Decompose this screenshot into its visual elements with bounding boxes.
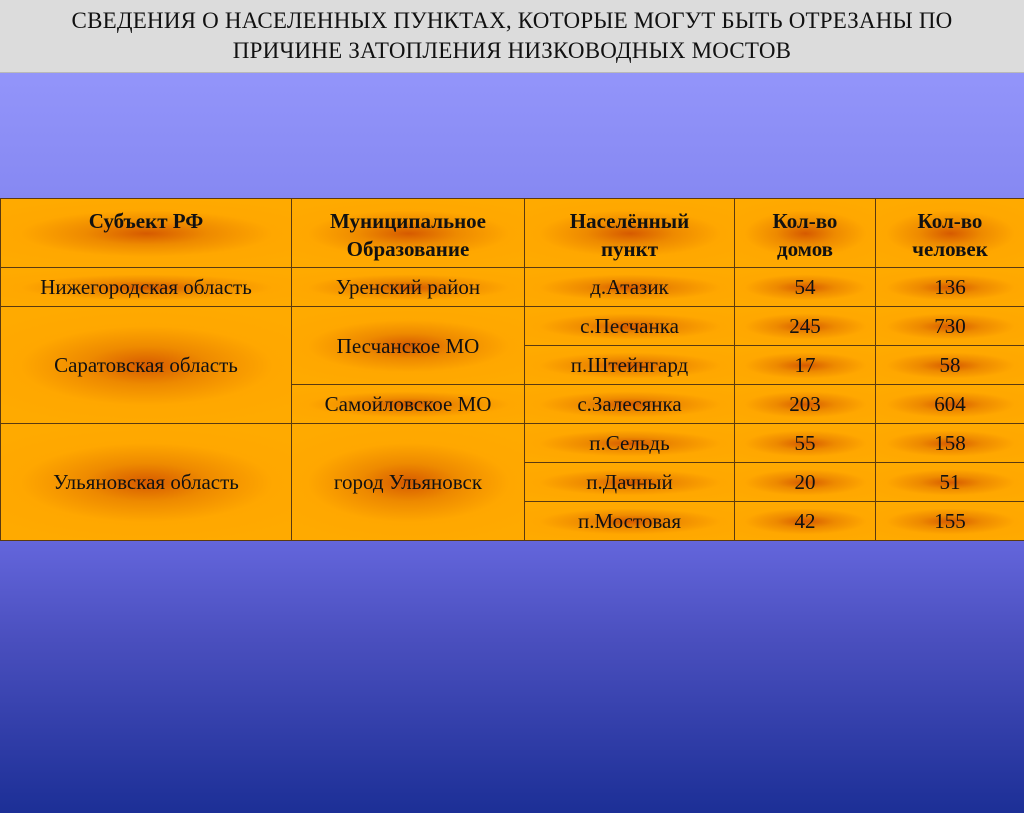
cell-settlement: п.Штейнгард — [525, 346, 735, 385]
header-settlement-line-2: пункт — [600, 237, 659, 261]
header-people-line-1: Кол-во — [917, 209, 983, 233]
cell-people: 155 — [876, 502, 1024, 541]
cell-houses: 55 — [735, 424, 876, 463]
header-subject-text: Субъект РФ — [88, 209, 204, 233]
cell-settlement: с.Залесянка — [525, 385, 735, 424]
cell-houses: 245 — [735, 307, 876, 346]
header-settlement — [525, 199, 735, 268]
cell-people: 58 — [876, 346, 1024, 385]
header-municipal-line-2: Образование — [346, 237, 470, 261]
cell-subject: Нижегородская область — [1, 268, 292, 307]
slide-title — [66, 6, 959, 66]
table-header-row — [1, 199, 1024, 268]
header-subject — [1, 199, 292, 268]
cell-subject: Ульяновская область — [1, 424, 292, 541]
cell-houses: 17 — [735, 346, 876, 385]
cell-settlement: п.Сельдь — [525, 424, 735, 463]
cell-houses: 203 — [735, 385, 876, 424]
cell-settlement: п.Дачный — [525, 463, 735, 502]
header-municipal-line-1: Муниципальное — [329, 209, 487, 233]
cell-subject: Саратовская область — [1, 307, 292, 424]
header-municipal — [292, 199, 525, 268]
header-houses-line-1: Кол-во — [772, 209, 838, 233]
cell-municipal: город Ульяновск — [292, 424, 525, 541]
header-people — [876, 199, 1024, 268]
header-settlement-line-1: Населённый — [569, 209, 690, 233]
table-row — [1, 268, 1024, 307]
header-houses-line-2: домов — [776, 237, 834, 261]
cell-people: 136 — [876, 268, 1024, 307]
cell-settlement: д.Атазик — [525, 268, 735, 307]
cell-people: 158 — [876, 424, 1024, 463]
cell-houses: 20 — [735, 463, 876, 502]
header-houses — [735, 199, 876, 268]
slide-title-line-2: ПРИЧИНЕ ЗАТОПЛЕНИЯ НИЗКОВОДНЫХ МОСТОВ — [232, 38, 792, 63]
settlements-table — [0, 198, 1024, 541]
table-row — [1, 424, 1024, 463]
cell-houses: 54 — [735, 268, 876, 307]
header-people-line-2: человек — [912, 237, 988, 261]
cell-people: 730 — [876, 307, 1024, 346]
cell-municipal: Песчанское МО — [292, 307, 525, 385]
table-row — [1, 307, 1024, 346]
cell-municipal: Уренский район — [292, 268, 525, 307]
slide-title-bar — [0, 0, 1024, 73]
cell-people: 604 — [876, 385, 1024, 424]
slide-title-line-1: СВЕДЕНИЯ О НАСЕЛЕННЫХ ПУНКТАХ, КОТОРЫЕ МОГУТ БЫТЬ ОТРЕЗАНЫ ПО — [71, 8, 953, 33]
cell-municipal: Самойловское МО — [292, 385, 525, 424]
cell-settlement: с.Песчанка — [525, 307, 735, 346]
cell-houses: 42 — [735, 502, 876, 541]
cell-people: 51 — [876, 463, 1024, 502]
cell-settlement: п.Мостовая — [525, 502, 735, 541]
